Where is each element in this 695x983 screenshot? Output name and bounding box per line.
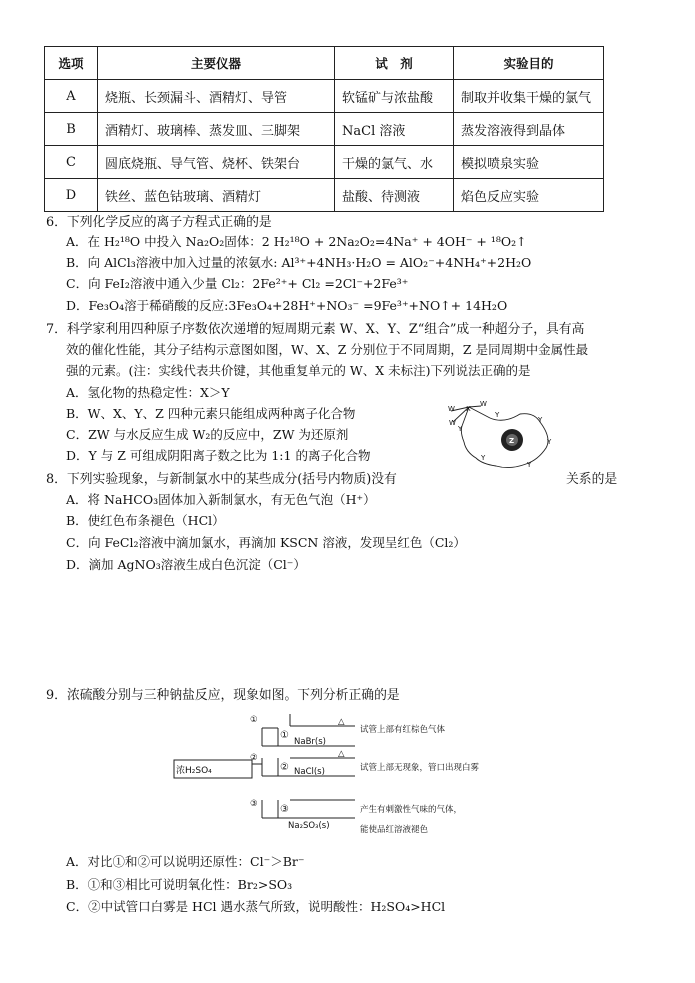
acid-label: 浓H₂SO₄ (176, 766, 212, 776)
q7-option-d: D．Y 与 Z 可组成阴阳离子数之比为 1:1 的离子化合物 (66, 448, 371, 463)
q8-stem-tail: 关系的是 (566, 472, 618, 487)
fig-label-w: W (449, 419, 456, 427)
tube3-inner-number: ③ (280, 804, 289, 815)
table-cell: C (45, 146, 98, 179)
col-header-reagents: 试 剂 (335, 47, 454, 80)
table-header-row (45, 47, 604, 80)
fig-label-w: W (448, 405, 455, 413)
fig-label-z: Z (509, 437, 515, 445)
options-table (44, 46, 604, 212)
q7-option-a: A．氢化物的热稳定性：X＞Y (66, 385, 230, 400)
q7-option-c: C．ZW 与水反应生成 W₂的反应中，ZW 为还原剂 (66, 427, 349, 442)
tube1-salt: NaBr(s) (294, 737, 326, 747)
tube1-inner-number: ① (280, 730, 289, 741)
q7-option-b: B．W、X、Y、Z 四种元素只能组成两种离子化合物 (66, 406, 356, 421)
table-cell: 圆底烧瓶、导气管、烧杯、铁架台 (98, 146, 335, 179)
table-cell: D (45, 179, 98, 212)
q6-option-c: C．向 FeI₂溶液中通入少量 Cl₂：2Fe²⁺+ Cl₂ =2Cl⁻+2Fe³⁺ (66, 276, 409, 291)
tube3-number: ③ (250, 799, 258, 809)
table-cell: 蒸发溶液得到晶体 (454, 113, 604, 146)
q6-option-d: D．Fe₃O₄溶于稀硝酸的反应:3Fe₃O₄+28H⁺+NO₃⁻ =9Fe³⁺+NO↑+ 14H₂O (66, 298, 508, 313)
q8-option-c: C．向 FeCl₂溶液中滴加氯水，再滴加 KSCN 溶液，发现呈红色（Cl₂） (66, 535, 466, 550)
tube2-number: ② (250, 753, 258, 763)
sulfuric-acid-figure (170, 708, 530, 844)
tube2-observation: 试管上部无现象，管口出现白雾 (360, 763, 480, 773)
table-cell: 模拟喷泉实验 (454, 146, 604, 179)
fig-label-y: Y (481, 454, 486, 462)
tube3-observation-line2: 能使品红溶液褪色 (360, 825, 429, 835)
table-cell: 软锰矿与浓盐酸 (335, 80, 454, 113)
q6-option-a: A．在 H₂¹⁸O 中投入 Na₂O₂固体：2 H₂¹⁸O + 2Na₂O₂=4Na⁺ + 4OH⁻ + ¹⁸O₂↑ (66, 234, 527, 249)
tube2-inner-number: ② (280, 762, 289, 773)
table-cell: A (45, 80, 98, 113)
q9-option-c: C．②中试管口白雾是 HCl 遇水蒸气所致，说明酸性：H₂SO₄>HCl (66, 899, 446, 914)
table-cell: 焰色反应实验 (454, 179, 604, 212)
fig-label-w: W (480, 400, 487, 408)
q7-stem-line1: 7．科学家利用四种原子序数依次递增的短周期元素 W、X、Y、Z“组合”成一种超分子，具有高 (46, 322, 585, 337)
tube1-number: ① (250, 715, 258, 725)
q8-option-a: A．将 NaHCO₃固体加入新制氯水，有无色气泡（H⁺） (66, 492, 376, 507)
table-cell: 干燥的氯气、水 (335, 146, 454, 179)
table-cell: 酒精灯、玻璃棒、蒸发皿、三脚架 (98, 113, 335, 146)
col-header-purpose: 实验目的 (454, 47, 604, 80)
q9-option-b: B．①和③相比可说明氧化性：Br₂>SO₃ (66, 877, 293, 892)
table-cell: 烧瓶、长颈漏斗、酒精灯、导管 (98, 80, 335, 113)
heat-symbol: △ (338, 717, 345, 727)
q8-stem: 8．下列实验现象，与新制氯水中的某些成分(括号内物质)没有 (46, 472, 397, 487)
table-row (45, 80, 604, 113)
fig-label-y: Y (527, 461, 532, 469)
q9-stem: 9．浓硫酸分别与三种钠盐反应，现象如图。下列分析正确的是 (46, 688, 400, 703)
fig-label-x: X (466, 405, 471, 413)
fig-label-y: Y (538, 416, 543, 424)
table-row (45, 146, 604, 179)
tube1-observation: 试管上部有红棕色气体 (360, 725, 446, 735)
col-header-option: 选项 (45, 47, 98, 80)
q7-stem-line2: 效的催化性能，其分子结构示意图如图，W、X、Z 分别位于不同周期，Z 是同周期中金属性最 (66, 342, 589, 357)
q8-option-d: D．滴加 AgNO₃溶液生成白色沉淀（Cl⁻） (66, 557, 306, 572)
supramolecule-figure (440, 398, 570, 474)
table-cell: 制取并收集干燥的氯气 (454, 80, 604, 113)
fig-label-y: Y (458, 425, 463, 433)
tube3-salt: Na₂SO₃(s) (288, 821, 330, 831)
q9-option-a: A．对比①和②可以说明还原性：Cl⁻＞Br⁻ (66, 854, 305, 869)
table-cell: B (45, 113, 98, 146)
fig-label-y: Y (547, 438, 552, 446)
table-cell: 铁丝、蓝色钴玻璃、酒精灯 (98, 179, 335, 212)
table-row (45, 179, 604, 212)
q7-stem-line3: 强的元素。(注：实线代表共价键，其他重复单元的 W、X 未标注)下列说法正确的是 (66, 363, 531, 378)
tube3-observation-line1: 产生有刺激性气味的气体， (360, 805, 463, 815)
q8-option-b: B．使红色布条褪色（HCl） (66, 513, 225, 528)
q6-stem: 6．下列化学反应的离子方程式正确的是 (46, 215, 272, 230)
table-cell: NaCl 溶液 (335, 113, 454, 146)
table-row (45, 113, 604, 146)
table-cell: 盐酸、待测液 (335, 179, 454, 212)
q6-option-b: B．向 AlCl₃溶液中加入过量的浓氨水: Al³⁺+4NH₃·H₂O = AlO₂⁻+4NH₄⁺+2H₂O (66, 255, 532, 270)
tube2-salt: NaCl(s) (294, 767, 325, 777)
heat-symbol: △ (338, 749, 345, 759)
col-header-instruments: 主要仪器 (98, 47, 335, 80)
fig-label-y: Y (495, 411, 500, 419)
